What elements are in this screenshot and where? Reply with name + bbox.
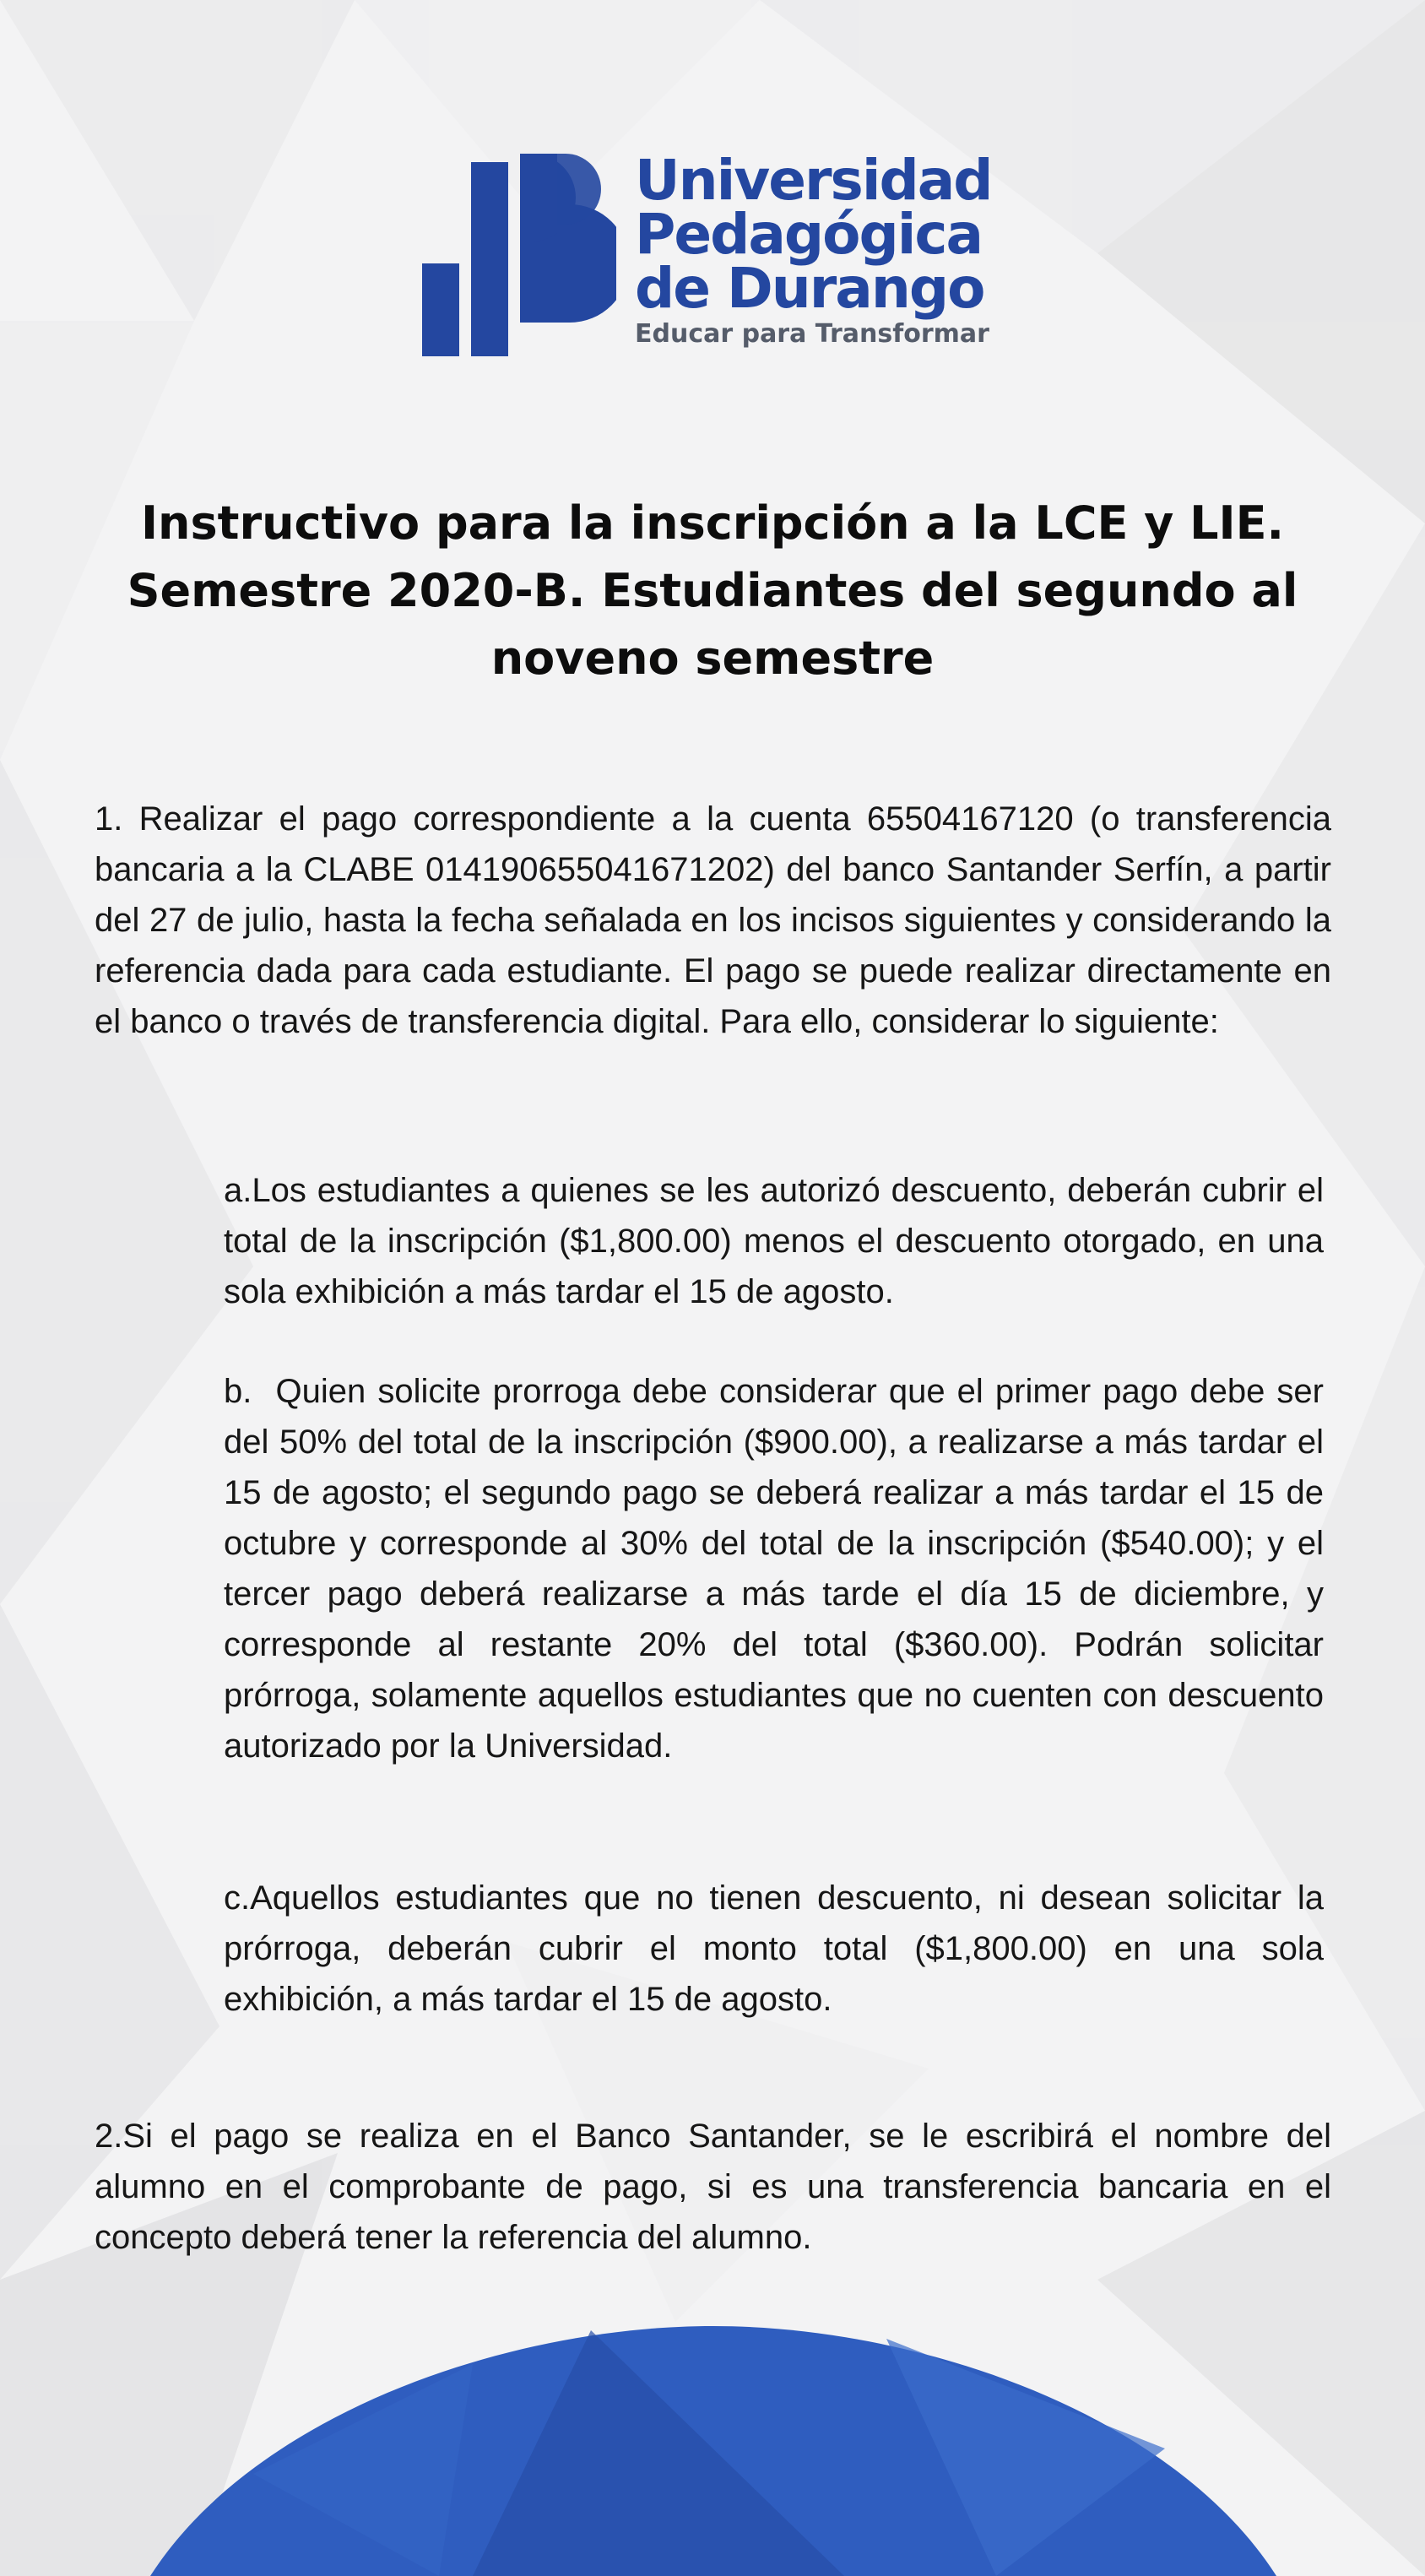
logo-tagline: Educar para Transformar	[635, 319, 989, 349]
instruction-2-text: Si el pago se realiza en el Banco Santander, se le escribirá el nombre del alumno en el comprobante de pago, si es una transferencia bancaria en el concepto deberá tener la referencia del alumno.	[95, 2118, 1331, 2256]
sub-item-c-marker: c.	[224, 1879, 251, 1917]
sub-item-b-marker: b.	[224, 1373, 252, 1410]
sub-item-b-text: Quien solicite prorroga debe considerar que el primer pago debe ser del 50% del total de la inscripción ($900.00), a realizarse a más tardar el 15 de agosto; el segundo pago se deberá realizar a más tardar el 15 de octubre y corresponde al 30% del total de la inscripción ($540.00); y el tercer pago deberá realizarse a más tarde el día 15 de diciembre, y corresponde al restante 20% del total ($360.00). Podrán solicitar prórroga, solamente aquellos estudiantes que no cuenten con descuento autorizado por la Universidad.	[224, 1373, 1324, 1765]
title-line-2: Semestre 2020-B. Estudiantes del segundo al	[127, 564, 1298, 617]
document-title	[93, 490, 1332, 692]
sub-item-b	[224, 1366, 1324, 1771]
sub-item-a	[224, 1165, 1324, 1317]
instruction-1	[95, 794, 1331, 1047]
logo-line-pedagogica: Pedagógica	[635, 202, 983, 267]
logo-line-durango: de Durango	[635, 256, 984, 321]
sub-item-a-text: Los estudiantes a quienes se les autorizó descuento, deberán cubrir el total de la inscripción ($1,800.00) menos el descuento otorgado, en una sola exhibición a más tardar el 15 de agosto.	[224, 1172, 1324, 1310]
title-line-1: Instructivo para la inscripción a la LCE y LIE.	[140, 496, 1285, 550]
instruction-1-text: Realizar el pago correspondiente a la cuenta 65504167120 (o transferencia bancaria a la CLABE 014190655041671202) del banco Santander Serfín, a partir del 27 de julio, hasta la fecha señalada en los incisos siguientes y considerando la referencia dada para cada estudiante. El pago se puede realizar directamente en el banco o través de transferencia digital. Para ello, considerar lo siguiente:	[95, 800, 1331, 1040]
sub-item-c-text: Aquellos estudiantes que no tienen descuento, ni desean solicitar la prórroga, deberán cubrir el monto total ($1,800.00) en una sola exhibición, a más tardar el 15 de agosto.	[224, 1879, 1324, 2018]
logo-wordmark	[635, 148, 1023, 351]
sub-item-c	[224, 1873, 1324, 2025]
instruction-1-marker: 1.	[95, 800, 123, 838]
upd-logo-mark-icon	[422, 154, 616, 356]
instruction-2-marker: 2.	[95, 2118, 123, 2155]
title-line-3: noveno semestre	[490, 632, 935, 685]
university-logo	[422, 148, 1013, 365]
sub-item-a-marker: a.	[224, 1172, 252, 1209]
instruction-2	[95, 2111, 1331, 2263]
logo-line-universidad: Universidad	[635, 148, 992, 213]
